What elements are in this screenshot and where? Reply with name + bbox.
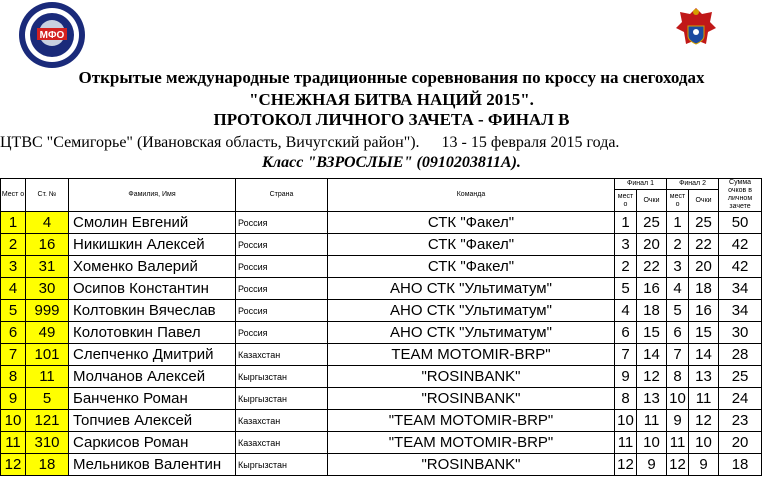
- name-cell: Смолин Евгений: [69, 212, 236, 234]
- name-cell: Саркисов Роман: [69, 432, 236, 454]
- f1-place-cell: 4: [615, 300, 637, 322]
- col-place: Мест о: [1, 179, 26, 212]
- f1-points-cell: 18: [637, 300, 667, 322]
- place-cell: 10: [1, 410, 26, 432]
- place-cell: 7: [1, 344, 26, 366]
- table-row: [1, 322, 783, 344]
- name-cell: Топчиев Алексей: [69, 410, 236, 432]
- total-cell: 42: [719, 256, 762, 278]
- edge-spacer: [762, 454, 783, 476]
- table-row: [1, 256, 783, 278]
- col-team: Команда: [328, 179, 615, 212]
- col-f2-place: мест о: [667, 190, 689, 212]
- col-country: Страна: [236, 179, 328, 212]
- table-row: [1, 388, 783, 410]
- total-cell: 20: [719, 432, 762, 454]
- f2-place-cell: 4: [667, 278, 689, 300]
- total-cell: 18: [719, 454, 762, 476]
- edge-spacer: [762, 388, 783, 410]
- table-row: [1, 278, 783, 300]
- f2-points-cell: 13: [689, 366, 719, 388]
- venue-text: ЦТВС "Семигорье" (Ивановская область, Вичугский район").: [0, 134, 420, 151]
- country-cell: Кыргызстан: [236, 388, 328, 410]
- place-cell: 3: [1, 256, 26, 278]
- place-cell: 11: [1, 432, 26, 454]
- name-cell: Никишкин Алексей: [69, 234, 236, 256]
- f1-place-cell: 5: [615, 278, 637, 300]
- team-cell: СТК "Факел": [328, 234, 615, 256]
- country-cell: Казахстан: [236, 432, 328, 454]
- class-line: Класс "ВЗРОСЛЫЕ" (0910203811А).: [262, 154, 521, 171]
- f2-place-cell: 2: [667, 234, 689, 256]
- f2-points-cell: 18: [689, 278, 719, 300]
- edge-spacer: [762, 410, 783, 432]
- f2-place-cell: 3: [667, 256, 689, 278]
- f1-place-cell: 12: [615, 454, 637, 476]
- f1-points-cell: 9: [637, 454, 667, 476]
- team-cell: СТК "Факел": [328, 256, 615, 278]
- col-f2-points: Очки: [689, 190, 719, 212]
- start-no-cell: 5: [26, 388, 69, 410]
- total-cell: 23: [719, 410, 762, 432]
- start-no-cell: 999: [26, 300, 69, 322]
- country-cell: Россия: [236, 278, 328, 300]
- f1-place-cell: 2: [615, 256, 637, 278]
- f2-points-cell: 22: [689, 234, 719, 256]
- table-row: [1, 410, 783, 432]
- mfo-logo-text: МФО: [39, 30, 65, 41]
- country-cell: Кыргызстан: [236, 366, 328, 388]
- col-total: Сумма очков в личном зачете: [719, 179, 762, 212]
- mfo-logo: [4, 0, 100, 70]
- place-cell: 2: [1, 234, 26, 256]
- f1-place-cell: 1: [615, 212, 637, 234]
- col-final2: Финал 2: [667, 179, 719, 190]
- country-cell: Кыргызстан: [236, 454, 328, 476]
- title-line-1: Открытые международные традиционные соревнования по кроссу на снегоходах: [78, 68, 705, 87]
- edge-spacer: [762, 278, 783, 300]
- start-no-cell: 121: [26, 410, 69, 432]
- name-cell: Молчанов Алексей: [69, 366, 236, 388]
- name-cell: Слепченко Дмитрий: [69, 344, 236, 366]
- f1-points-cell: 25: [637, 212, 667, 234]
- table-row: [1, 212, 783, 234]
- f2-place-cell: 5: [667, 300, 689, 322]
- edge-spacer: [762, 179, 783, 212]
- f2-points-cell: 9: [689, 454, 719, 476]
- f1-points-cell: 12: [637, 366, 667, 388]
- start-no-cell: 30: [26, 278, 69, 300]
- f2-place-cell: 6: [667, 322, 689, 344]
- f2-place-cell: 9: [667, 410, 689, 432]
- country-cell: Россия: [236, 256, 328, 278]
- f2-points-cell: 14: [689, 344, 719, 366]
- f1-points-cell: 15: [637, 322, 667, 344]
- total-cell: 42: [719, 234, 762, 256]
- f2-place-cell: 7: [667, 344, 689, 366]
- f1-points-cell: 22: [637, 256, 667, 278]
- start-no-cell: 310: [26, 432, 69, 454]
- title-line-2: "СНЕЖНАЯ БИТВА НАЦИЙ 2015".: [249, 90, 534, 109]
- name-cell: Колотовкин Павел: [69, 322, 236, 344]
- name-cell: Банченко Роман: [69, 388, 236, 410]
- country-cell: Россия: [236, 300, 328, 322]
- f1-place-cell: 7: [615, 344, 637, 366]
- total-cell: 34: [719, 300, 762, 322]
- table-row: [1, 366, 783, 388]
- protocol-title: ПРОТОКОЛ ЛИЧНОГО ЗАЧЕТА - ФИНАЛ В: [213, 110, 570, 129]
- f2-points-cell: 11: [689, 388, 719, 410]
- edge-spacer: [762, 212, 783, 234]
- team-cell: АНО СТК "Ультиматум": [328, 300, 615, 322]
- place-cell: 9: [1, 388, 26, 410]
- f1-place-cell: 11: [615, 432, 637, 454]
- place-cell: 4: [1, 278, 26, 300]
- table-header-row: [1, 179, 783, 190]
- edge-spacer: [762, 234, 783, 256]
- team-cell: "ROSINBANK": [328, 388, 615, 410]
- country-cell: Россия: [236, 322, 328, 344]
- table-row: [1, 432, 783, 454]
- country-cell: Россия: [236, 212, 328, 234]
- place-cell: 5: [1, 300, 26, 322]
- team-cell: "ROSINBANK": [328, 454, 615, 476]
- f2-place-cell: 8: [667, 366, 689, 388]
- country-cell: Казахстан: [236, 344, 328, 366]
- country-cell: Казахстан: [236, 410, 328, 432]
- start-no-cell: 4: [26, 212, 69, 234]
- f2-points-cell: 20: [689, 256, 719, 278]
- team-cell: АНО СТК "Ультиматум": [328, 278, 615, 300]
- edge-spacer: [762, 344, 783, 366]
- f2-points-cell: 15: [689, 322, 719, 344]
- team-cell: "TEAM MOTOMIR-BRP": [328, 432, 615, 454]
- f2-points-cell: 16: [689, 300, 719, 322]
- f1-points-cell: 11: [637, 410, 667, 432]
- f2-points-cell: 12: [689, 410, 719, 432]
- start-no-cell: 11: [26, 366, 69, 388]
- start-no-cell: 101: [26, 344, 69, 366]
- table-row: [1, 344, 783, 366]
- start-no-cell: 31: [26, 256, 69, 278]
- col-f1-points: Очки: [637, 190, 667, 212]
- edge-spacer: [762, 366, 783, 388]
- country-cell: Россия: [236, 234, 328, 256]
- team-cell: "TEAM MOTOMIR-BRP": [328, 410, 615, 432]
- dates-text: 13 - 15 февраля 2015 года.: [441, 134, 620, 151]
- f1-place-cell: 3: [615, 234, 637, 256]
- start-no-cell: 18: [26, 454, 69, 476]
- total-cell: 50: [719, 212, 762, 234]
- total-cell: 28: [719, 344, 762, 366]
- edge-spacer: [762, 300, 783, 322]
- f1-points-cell: 13: [637, 388, 667, 410]
- f1-points-cell: 20: [637, 234, 667, 256]
- col-final1: Финал 1: [615, 179, 667, 190]
- edge-spacer: [762, 256, 783, 278]
- venue-line: [0, 134, 619, 152]
- results-table: [0, 178, 783, 476]
- total-cell: 25: [719, 366, 762, 388]
- f2-place-cell: 11: [667, 432, 689, 454]
- team-cell: "ROSINBANK": [328, 366, 615, 388]
- coat-of-arms-icon: [672, 4, 720, 52]
- table-row: [1, 234, 783, 256]
- f1-place-cell: 9: [615, 366, 637, 388]
- col-start-no: Ст. №: [26, 179, 69, 212]
- place-cell: 1: [1, 212, 26, 234]
- name-cell: Колтовкин Вячеслав: [69, 300, 236, 322]
- edge-spacer: [762, 322, 783, 344]
- name-cell: Хоменко Валерий: [69, 256, 236, 278]
- total-cell: 24: [719, 388, 762, 410]
- place-cell: 12: [1, 454, 26, 476]
- place-cell: 8: [1, 366, 26, 388]
- start-no-cell: 49: [26, 322, 69, 344]
- col-name: Фамилия, Имя: [69, 179, 236, 212]
- team-cell: АНО СТК "Ультиматум": [328, 322, 615, 344]
- place-cell: 6: [1, 322, 26, 344]
- f1-place-cell: 6: [615, 322, 637, 344]
- team-cell: СТК "Факел": [328, 212, 615, 234]
- start-no-cell: 16: [26, 234, 69, 256]
- f1-points-cell: 10: [637, 432, 667, 454]
- f2-place-cell: 10: [667, 388, 689, 410]
- f2-place-cell: 12: [667, 454, 689, 476]
- f2-place-cell: 1: [667, 212, 689, 234]
- f2-points-cell: 10: [689, 432, 719, 454]
- f1-place-cell: 10: [615, 410, 637, 432]
- table-row: [1, 454, 783, 476]
- f1-points-cell: 16: [637, 278, 667, 300]
- col-f1-place: мест о: [615, 190, 637, 212]
- total-cell: 30: [719, 322, 762, 344]
- f1-place-cell: 8: [615, 388, 637, 410]
- f2-points-cell: 25: [689, 212, 719, 234]
- name-cell: Осипов Константин: [69, 278, 236, 300]
- team-cell: TEAM MOTOMIR-BRP": [328, 344, 615, 366]
- f1-points-cell: 14: [637, 344, 667, 366]
- table-row: [1, 300, 783, 322]
- total-cell: 34: [719, 278, 762, 300]
- name-cell: Мельников Валентин: [69, 454, 236, 476]
- edge-spacer: [762, 432, 783, 454]
